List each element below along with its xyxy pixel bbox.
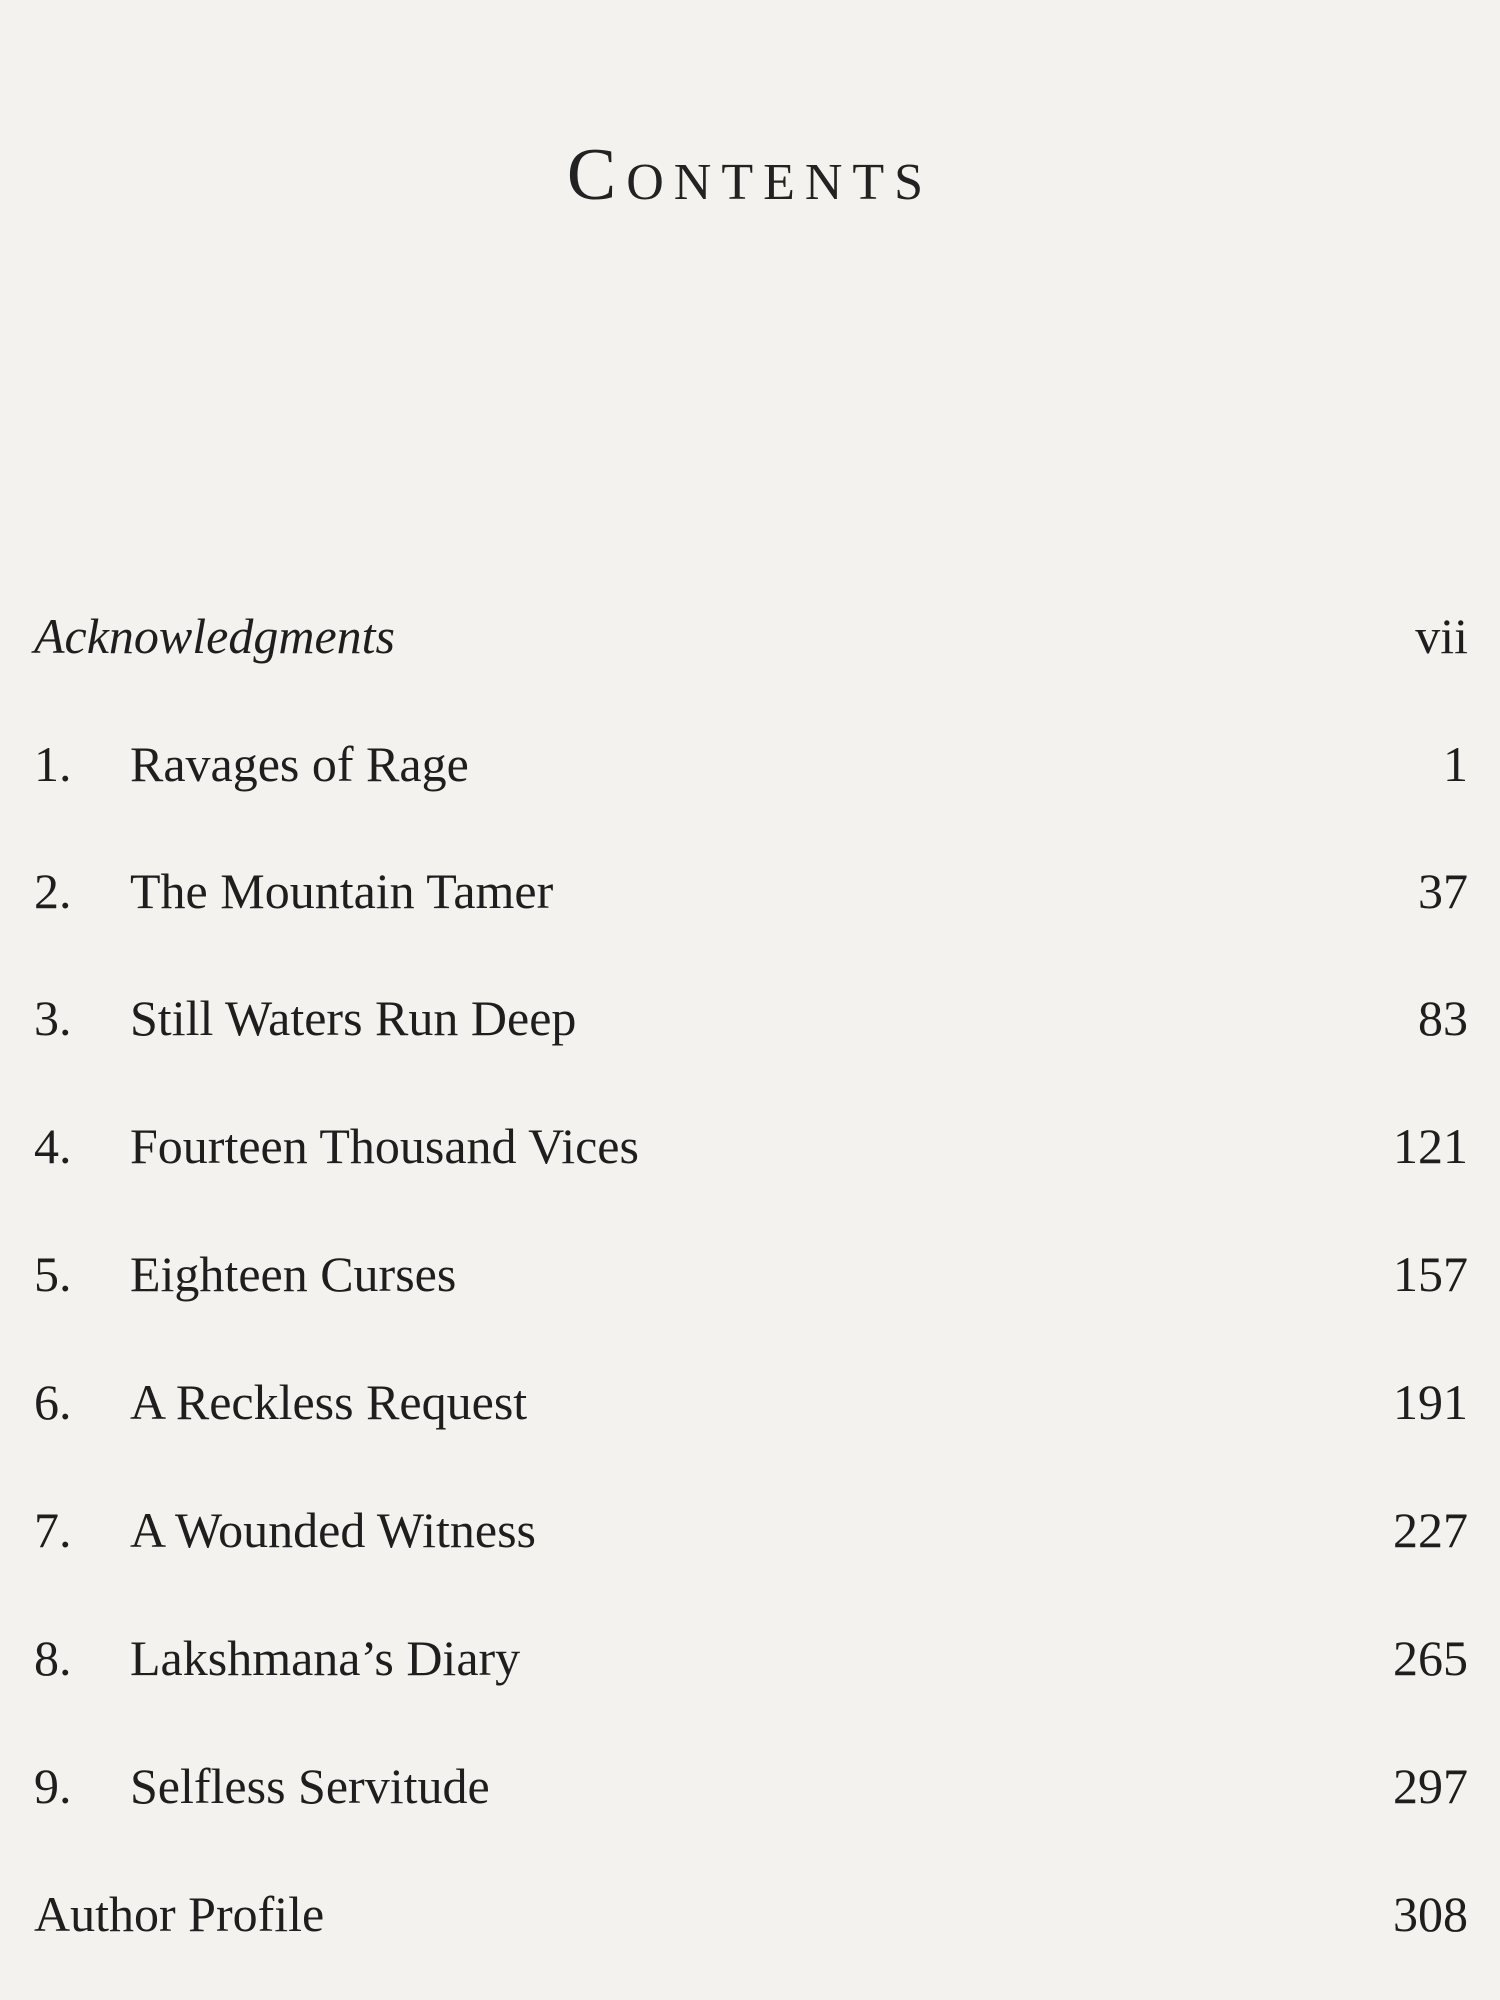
toc-entry-page: 83 — [1418, 990, 1468, 1046]
toc-entry-acknowledgments[interactable] — [0, 596, 1500, 676]
toc-entry-label: Lakshmana’s Diary — [130, 1630, 521, 1686]
toc-entry-label: A Reckless Request — [130, 1374, 528, 1430]
toc-entry-page: 191 — [1393, 1374, 1468, 1430]
toc-entry-chapter-3[interactable] — [0, 978, 1500, 1058]
page-title: Contents — [566, 134, 934, 216]
toc-entry-number: 8. — [34, 1630, 72, 1686]
toc-entry-page: 308 — [1393, 1886, 1468, 1942]
toc-entry-author-profile[interactable] — [0, 1874, 1500, 1954]
toc-entry-number: 2. — [34, 863, 72, 919]
toc-entry-chapter-7[interactable] — [0, 1490, 1500, 1570]
toc-entry-label: Acknowledgments — [34, 608, 396, 664]
toc-entry-number: 7. — [34, 1502, 72, 1558]
toc-entry-label: Ravages of Rage — [130, 736, 469, 792]
toc-entry-chapter-9[interactable] — [0, 1746, 1500, 1826]
toc-entry-number: 5. — [34, 1246, 72, 1302]
toc-entry-label: A Wounded Witness — [130, 1502, 537, 1558]
toc-entry-chapter-6[interactable] — [0, 1362, 1500, 1442]
toc-entry-page: 37 — [1418, 863, 1468, 919]
toc-entry-number: 9. — [34, 1758, 72, 1814]
toc-entry-label: Still Waters Run Deep — [130, 990, 577, 1046]
toc-entry-label: Selfless Servitude — [130, 1758, 490, 1814]
toc-entry-chapter-1[interactable] — [0, 724, 1500, 804]
toc-entry-chapter-2[interactable] — [0, 851, 1500, 931]
toc-entry-chapter-4[interactable] — [0, 1106, 1500, 1186]
toc-entry-page: 297 — [1393, 1758, 1468, 1814]
toc-entry-label: Fourteen Thousand Vices — [130, 1118, 639, 1174]
toc-entry-page: 1 — [1443, 736, 1468, 792]
toc-entry-chapter-5[interactable] — [0, 1234, 1500, 1314]
toc-entry-number: 1. — [34, 736, 72, 792]
toc-entry-page: 157 — [1393, 1246, 1468, 1302]
toc-entry-page: 227 — [1393, 1502, 1468, 1558]
toc-entry-page: 121 — [1393, 1118, 1468, 1174]
toc-entry-number: 3. — [34, 990, 72, 1046]
toc-entry-number: 6. — [34, 1374, 72, 1430]
toc-entry-label: The Mountain Tamer — [130, 863, 554, 919]
toc-entry-page: 265 — [1393, 1630, 1468, 1686]
toc-entry-page: vii — [1415, 608, 1468, 664]
toc-entry-chapter-8[interactable] — [0, 1618, 1500, 1698]
toc-entry-number: 4. — [34, 1118, 72, 1174]
toc-entry-label: Eighteen Curses — [130, 1246, 457, 1302]
toc-entry-label: Author Profile — [34, 1886, 325, 1942]
